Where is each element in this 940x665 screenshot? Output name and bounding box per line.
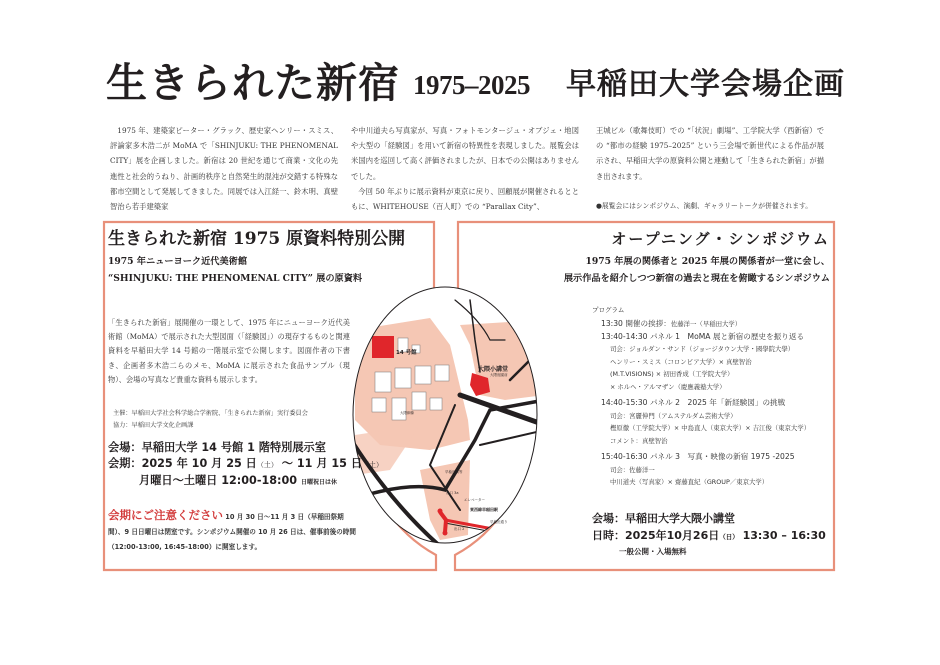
exhibition-venue: 会場：早稲田大学 14 号館 1 階特別展示室 xyxy=(108,441,326,454)
map-label-area: 早稲田高等 xyxy=(445,470,463,474)
intro-paragraph: 1975 年、建築家ピーター・グラック、歴史家ヘンリー・スミス、評論家多木浩二が MoMA で「SHINJUKU: THE PHENOMENAL CITY」展を企画しました。新宿は 20 世紀を通じて商業・文化の先進性と社会的うねり、計画的秩序と自然発生的混沌が交錯する特殊な都市空間として発展してきました。同展では入江経一、鈴木明、真壁智治ら若手建築家 xyxy=(110,126,338,212)
title-venue-plan: 早稲田大学会場企画 xyxy=(566,67,845,102)
map-label-street: 早稲田通り xyxy=(490,520,508,524)
map-label-exit-2: 出口 2 xyxy=(454,527,465,531)
program-item: 15:40-16:30 パネル 3 写真・映像の新宿 1975 -2025 司会：佐藤洋一 中川道夫（写真家）× 齋藤直紀（GROUP／東京大学） xyxy=(601,452,795,486)
intro-paragraph: 王城ビル（歌舞伎町）での “「状況」劇場”、工学院大学（西新宿）での “都市の経験 1975–2025” という三会場で新世代による作品が展示され、早稲田大学の原資料公開と連動して「生きられた新宿」が描き出されます。 xyxy=(596,126,824,181)
map-label-statue: 大隈銅像 xyxy=(400,411,414,415)
intro-note: ●展覧会にはシンポジウム、演劇、ギャラリートークが併催されます。 xyxy=(596,201,813,210)
program-item: 13:30 開催の挨拶：佐藤洋一（早稲田大学） xyxy=(601,319,742,328)
exhibition-subtitle-1: 1975 年ニューヨーク近代美術館 xyxy=(108,256,248,267)
exhibition-notice xyxy=(108,508,358,555)
program-item: 13:40-14:30 パネル 1 MoMA 展と新宿の歴史を振り返る 司会：ジョルダン・サンド（ジョージタウン大学・國學院大學） ヘンリー・スミス（コロンビア大学）× 真壁智治 (M.T.VISIONS) × 初田香成（工学院大学） × ホルヘ・アルマザン（慶應義塾大学） xyxy=(601,331,805,391)
exhibition-credits xyxy=(108,408,433,432)
intro-paragraph: や中川道夫ら写真家が、写真・フォトモンタージュ・オブジェ・地図や大型の「経験図」を用いて新宿の特異性を表現しました。展覧会は米国内を巡回して高く評価されましたが、日本での公開はありませんでした。 xyxy=(351,126,579,181)
exhibition-period: 会期：2025 年 10 月 25 日（土） ～ 11 月 15 日（土） xyxy=(108,457,384,470)
organizer-line: 主催：早稲田大学社会科学総合学術院、「生きられた新宿」実行委員会 xyxy=(113,410,308,417)
building-14-marker xyxy=(372,336,394,358)
symposium-venue-block xyxy=(592,510,826,558)
title-years: 1975–2025 xyxy=(413,70,530,100)
program-label: プログラム xyxy=(592,306,625,314)
symposium-title: オープニング・シンポジウム xyxy=(611,230,830,248)
notice-title: 会期にご注意ください xyxy=(108,508,223,522)
map-label-elevator: エレベーター xyxy=(464,498,485,502)
exhibition-title: 生きられた新宿 1975 原資料特別公開 xyxy=(108,229,406,249)
notice-body: 10 月 30 日～11 月 3 日（早稲田祭期間）、9 日日曜日は閉室です。シンポジウム開催の 10 月 26 日は、催事前後の時間（12:00-13:00, 16:45-18:00）に開室します。 xyxy=(108,513,356,551)
exhibition-venue-block xyxy=(108,440,428,491)
exhibition-hours: 月曜日～土曜日 12:00-18:00 日曜祝日は休 xyxy=(139,474,337,487)
closed-days: 日曜祝日は休 xyxy=(300,479,337,486)
cooperation-line: 協力：早稲田大学文化企画課 xyxy=(113,422,194,429)
map-label-exit-3a: 出口 3a xyxy=(446,491,459,495)
page-title: 生きられた新宿 xyxy=(106,59,400,107)
symposium-venue: 会場：早稲田大学大隈小講堂 xyxy=(592,512,735,525)
symposium-admission: 一般公開・入場無料 xyxy=(619,547,687,556)
symposium-datetime: 日時：2025年10月26日（日） 13:30 – 16:30 xyxy=(592,529,826,542)
exhibition-subtitle-2: “SHINJUKU: THE PHENOMENAL CITY” 展の原資料 xyxy=(108,273,363,284)
map-label-okuma-sub: 大隈庭園前 xyxy=(490,373,508,377)
symposium-program xyxy=(592,305,832,489)
intro-paragraph: 今回 50 年ぶりに展示資料が東京に戻り、回顧展が開催されるとともに、WHITEHOUSE（百人町）での “Parallax City”、 xyxy=(351,186,579,212)
program-item: 14:40-15:30 パネル 2 2025 年「新経験図」の挑戦 司会：宮麗伸門（アムステルダム芸術大学） 樫原徹（工学院大学）× 中島直人（東京大学）× 吉江俊（東京大学） コメント：真壁智治 xyxy=(601,398,811,445)
map-label-okuma-hall: 大隈小講堂 xyxy=(478,366,509,373)
map-label-building-14: 14 号館 xyxy=(396,350,417,356)
exhibition-description: 「生きられた新宿」展開催の一環として、1975 年にニューヨーク近代美術館（MoMA）で展示された大型図面（「経験図」）の現存するものと関連資料を早稲田大学 14 号館の一階展示室で公開します。図面作者の下書き、企画者多木浩二らのメモ、MoMA に展示された食品サンプル（現物）、会場の写真など貴重な資料も展示します。 xyxy=(108,318,350,384)
map-label-station: 東西線早稲田駅 xyxy=(470,507,498,512)
symposium-lead: 1975 年展の関係者と 2025 年展の関係者が一堂に会し、 展示作品を紹介しつつ新宿の過去と現在を俯瞰するシンポジウム xyxy=(563,256,830,284)
